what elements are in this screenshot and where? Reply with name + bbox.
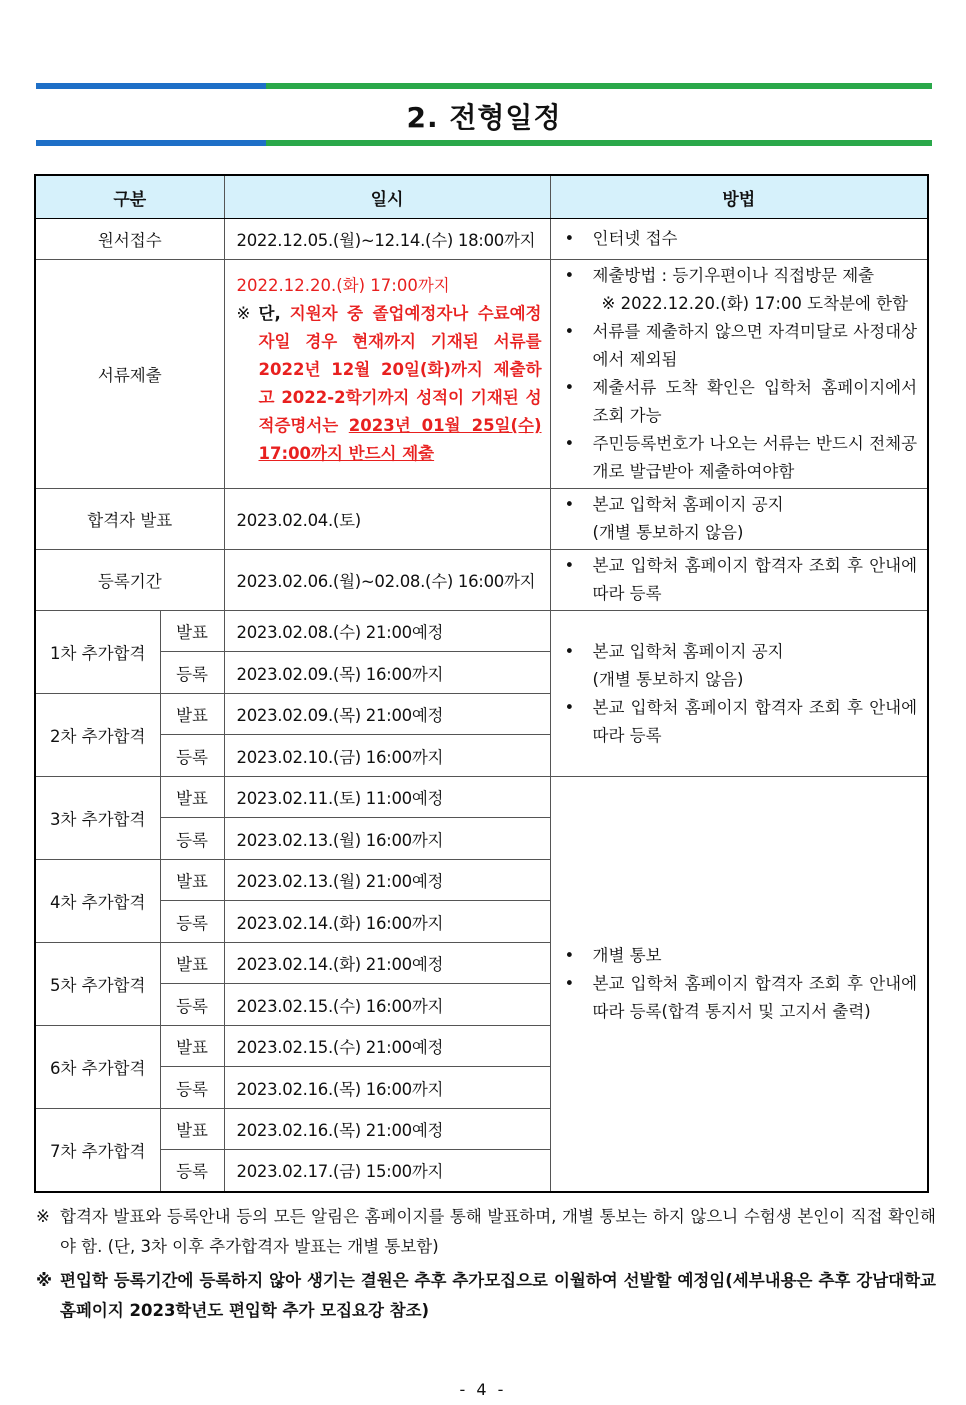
documents-date: 2022.12.20.(화) 17:00까지 xyxy=(236,276,450,295)
documents-label: 서류제출 xyxy=(35,260,224,489)
top-divider-green xyxy=(266,83,932,89)
additional-4-announce-date: 2023.02.13.(월) 21:00예정 xyxy=(224,860,550,901)
additional-4-register-date: 2023.02.14.(화) 16:00까지 xyxy=(224,901,550,943)
documents-method-item-2: • 서류를 제출하지 않으면 자격미달로 사정대상에서 제외됨 xyxy=(563,318,918,374)
row-application xyxy=(35,219,928,260)
additional-3-announce-date: 2023.02.11.(토) 11:00예정 xyxy=(224,777,550,818)
additional-7-register-label: 등록 xyxy=(160,1150,224,1192)
announcement-method-main: 본교 입학처 홈페이지 공지 xyxy=(592,495,784,514)
additional-3-7-method-item-2: • 본교 입학처 홈페이지 합격자 조회 후 안내에 따라 등록(합격 통지서 및 고지서 출력) xyxy=(563,970,918,1026)
additional-4-register-label: 등록 xyxy=(160,901,224,943)
announcement-method xyxy=(550,489,928,550)
header-category: 구분 xyxy=(35,175,224,219)
table-row xyxy=(35,611,928,652)
additional-1-announce-date: 2023.02.08.(수) 21:00예정 xyxy=(224,611,550,652)
additional-6-label: 6차 추가합격 xyxy=(35,1026,160,1109)
additional-1-register-date: 2023.02.09.(목) 16:00까지 xyxy=(224,652,550,694)
documents-note-mark: ※ xyxy=(236,304,251,323)
documents-method-item-4: • 주민등록번호가 나오는 서류는 반드시 전체공개로 발급받아 제출하여야함 xyxy=(563,430,918,486)
additional-5-register-label: 등록 xyxy=(160,984,224,1026)
additional-3-7-method xyxy=(550,777,928,1192)
additional-3-label: 3차 추가합격 xyxy=(35,777,160,860)
section-title: 2. 전형일정 xyxy=(406,101,562,134)
application-method-item: • 인터넷 접수 xyxy=(563,225,918,253)
documents-note-body: 지원자 중 졸업예정자나 수료예정자일 경우 현재까지 기재된 서류를 2022년 12월 20일(화)까지 제출하고 2022-2학기까지 성적이 기재된 성적증명서는 xyxy=(258,304,542,435)
registration-method-item: • 본교 입학처 홈페이지 합격자 조회 후 안내에 따라 등록 xyxy=(563,552,918,608)
additional-2-announce-label: 발표 xyxy=(160,694,224,735)
footnote-2-mark: ※ xyxy=(36,1271,53,1290)
additional-7-announce-label: 발표 xyxy=(160,1109,224,1150)
registration-method xyxy=(550,550,928,611)
application-label: 원서접수 xyxy=(35,219,224,260)
additional-3-announce-label: 발표 xyxy=(160,777,224,818)
documents-note-deadline: 2023년 01월 25일(수) 17:00까지 반드시 제출 xyxy=(258,416,542,463)
row-registration xyxy=(35,550,928,611)
bottom-divider-blue xyxy=(36,140,266,146)
bottom-divider-green xyxy=(266,140,932,146)
additional-2-register-date: 2023.02.10.(금) 16:00까지 xyxy=(224,735,550,777)
documents-method-item-3: • 제출서류 도착 확인은 입학처 홈페이지에서 조회 가능 xyxy=(563,374,918,430)
footnote-2 xyxy=(36,1266,936,1326)
additional-4-announce-label: 발표 xyxy=(160,860,224,901)
additional-1-announce-label: 발표 xyxy=(160,611,224,652)
header-datetime: 일시 xyxy=(224,175,550,219)
footnote-1 xyxy=(36,1202,936,1262)
bottom-divider-bar xyxy=(36,140,932,146)
documents-note-text xyxy=(259,300,542,468)
additional-4-label: 4차 추가합격 xyxy=(35,860,160,943)
documents-note xyxy=(237,300,542,468)
registration-date: 2023.02.06.(월)~02.08.(수) 16:00까지 xyxy=(224,550,550,611)
additional-5-label: 5차 추가합격 xyxy=(35,943,160,1026)
additional-5-register-date: 2023.02.15.(수) 16:00까지 xyxy=(224,984,550,1026)
top-divider-blue xyxy=(36,83,266,89)
page-number: - 4 - xyxy=(459,1380,507,1399)
documents-method-subnote: ※ 2022.12.20.(화) 17:00 도착분에 한함 xyxy=(601,294,909,313)
application-method xyxy=(550,219,928,260)
header-method: 방법 xyxy=(550,175,928,219)
additional-6-register-date: 2023.02.16.(목) 16:00까지 xyxy=(224,1067,550,1109)
additional-1-2-method-item-1 xyxy=(563,638,918,694)
additional-2-label: 2차 추가합격 xyxy=(35,694,160,777)
documents-method-item-1 xyxy=(563,262,918,318)
documents-date-cell xyxy=(224,260,550,489)
documents-note-lead: 단, xyxy=(258,304,281,323)
documents-method-text-1: 제출방법 : 등기우편이나 직접방문 제출 xyxy=(592,266,875,285)
additional-7-label: 7차 추가합격 xyxy=(35,1109,160,1192)
announcement-method-sub: (개별 통보하지 않음) xyxy=(592,523,744,542)
schedule-table xyxy=(34,174,929,1193)
footnote-2-text: 편입학 등록기간에 등록하지 않아 생기는 결원은 추후 추가모집으로 이월하여 선발할 예정임(세부내용은 추후 강남대학교 홈페이지 2023학년도 편입학 추가 모집요강 참조) xyxy=(60,1271,936,1320)
additional-3-register-label: 등록 xyxy=(160,818,224,860)
additional-1-label: 1차 추가합격 xyxy=(35,611,160,694)
additional-2-announce-date: 2023.02.09.(목) 21:00예정 xyxy=(224,694,550,735)
announcement-label: 합격자 발표 xyxy=(35,489,224,550)
additional-6-announce-date: 2023.02.15.(수) 21:00예정 xyxy=(224,1026,550,1067)
documents-method xyxy=(550,260,928,489)
row-announcement xyxy=(35,489,928,550)
footnote-1-text: 합격자 발표와 등록안내 등의 모든 알림은 홈페이지를 통해 발표하며, 개별 통보는 하지 않으니 수험생 본인이 직접 확인해야 함. (단, 3차 이후 추가합격자 발표는 개별 통보함) xyxy=(60,1207,936,1256)
table-row xyxy=(35,777,928,818)
additional-1-2-method-sub: (개별 통보하지 않음) xyxy=(592,669,744,689)
table-header-row xyxy=(35,175,928,219)
additional-6-announce-label: 발표 xyxy=(160,1026,224,1067)
footnote-1-mark: ※ xyxy=(36,1207,50,1226)
row-documents xyxy=(35,260,928,489)
additional-2-register-label: 등록 xyxy=(160,735,224,777)
announcement-date: 2023.02.04.(토) xyxy=(224,489,550,550)
additional-6-register-label: 등록 xyxy=(160,1067,224,1109)
announcement-method-item xyxy=(563,491,918,547)
additional-7-announce-date: 2023.02.16.(목) 21:00예정 xyxy=(224,1109,550,1150)
top-divider-bar xyxy=(36,83,932,89)
additional-1-2-method-item-2: • 본교 입학처 홈페이지 합격자 조회 후 안내에 따라 등록 xyxy=(563,694,918,750)
additional-7-register-date: 2023.02.17.(금) 15:00까지 xyxy=(224,1150,550,1192)
additional-3-7-method-item-1: • 개별 통보 xyxy=(563,942,918,970)
additional-3-register-date: 2023.02.13.(월) 16:00까지 xyxy=(224,818,550,860)
additional-1-register-label: 등록 xyxy=(160,652,224,694)
additional-1-2-method-main: 본교 입학처 홈페이지 공지 xyxy=(592,641,784,661)
footnotes xyxy=(36,1202,936,1326)
additional-5-announce-date: 2023.02.14.(화) 21:00예정 xyxy=(224,943,550,984)
application-date: 2022.12.05.(월)~12.14.(수) 18:00까지 xyxy=(224,219,550,260)
additional-1-2-method xyxy=(550,611,928,777)
additional-5-announce-label: 발표 xyxy=(160,943,224,984)
registration-label: 등록기간 xyxy=(35,550,224,611)
